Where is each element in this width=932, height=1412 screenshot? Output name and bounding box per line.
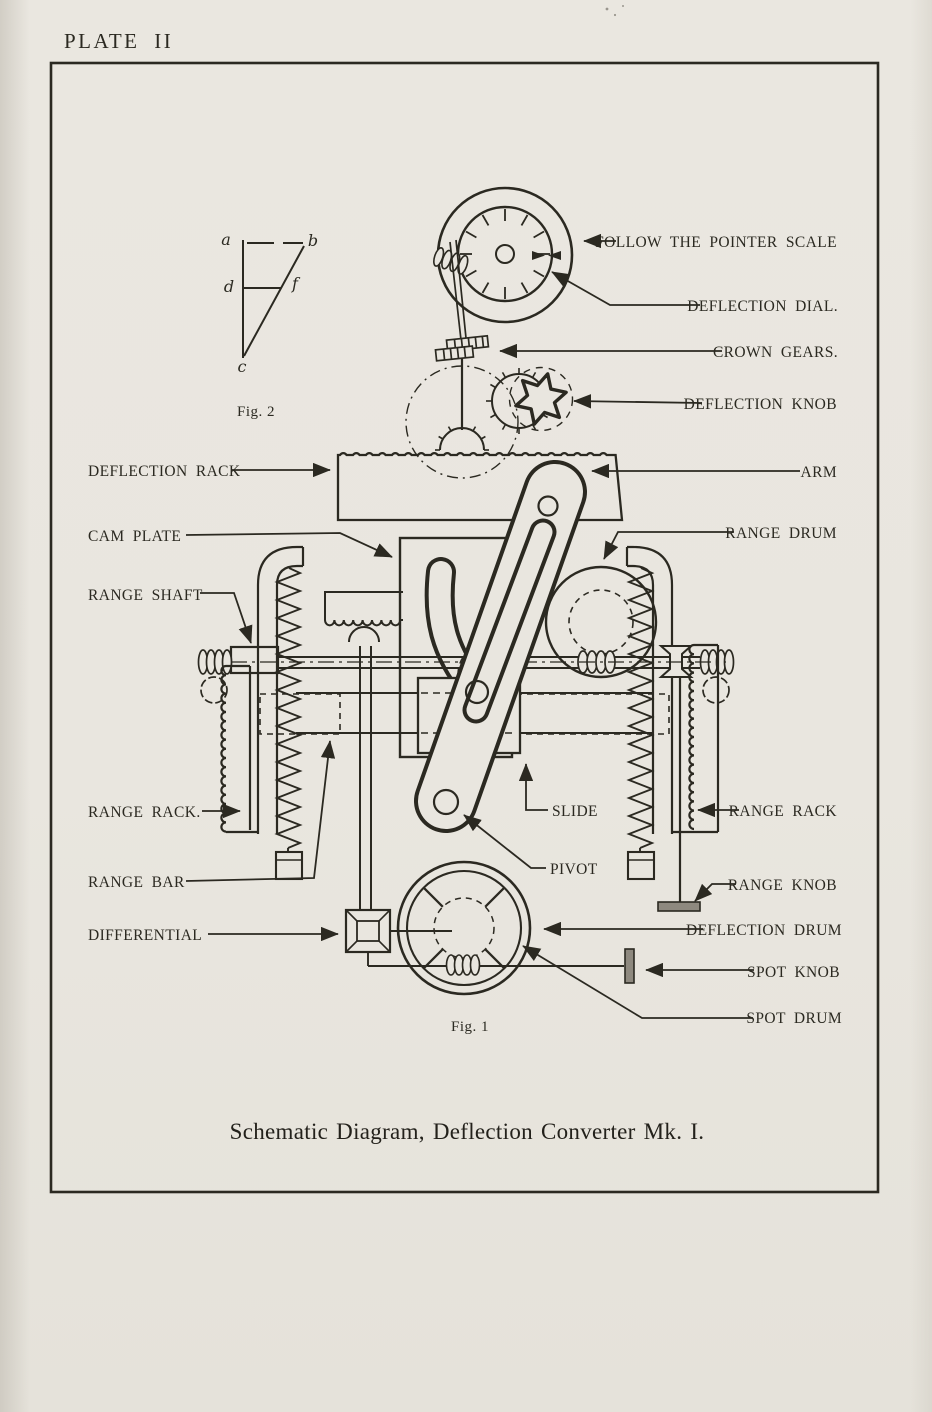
callout-label: ARM: [800, 464, 837, 481]
shaft-collar: [231, 647, 278, 673]
callout-range-drum: [604, 525, 837, 559]
callout-crown-gears: [500, 344, 838, 361]
callout-pivot: [464, 815, 598, 878]
vertex-b: b: [307, 231, 319, 250]
differential: [346, 910, 390, 952]
range-knob: [658, 677, 700, 911]
scan-specks: [606, 5, 624, 16]
right-spring: [628, 568, 654, 879]
callout-slide: [526, 764, 598, 820]
left-spring-weight: [276, 852, 302, 879]
callout-deflection-rack: [88, 463, 330, 480]
vertex-f: f: [292, 274, 298, 293]
pointer-index-arrows: [532, 251, 561, 260]
callout-label: DIFFERENTIAL: [88, 927, 203, 944]
fig2-vertex-labels: [221, 230, 318, 376]
callout-label: FOLLOW THE POINTER SCALE: [595, 234, 837, 251]
callout-label: RANGE DRUM: [725, 525, 837, 542]
callout-range-shaft: [88, 587, 251, 643]
callout-label: RANGE BAR: [88, 874, 185, 891]
right-spring-weight: [628, 852, 654, 879]
callout-label: CAM PLATE: [88, 528, 182, 545]
callout-label: CROWN GEARS.: [712, 344, 838, 361]
plate-caption: Schematic Diagram, Deflection Converter Mk. I.: [229, 1119, 705, 1144]
star-knob: [516, 374, 566, 424]
rod-pinion: [349, 627, 379, 642]
left-rack-teeth: [221, 666, 250, 832]
rack-pinion: [435, 423, 489, 450]
deflection-drum: [398, 862, 530, 994]
vertex-a: a: [221, 230, 231, 249]
fig2-triangle: [243, 240, 304, 358]
left-worm-gear: [199, 650, 232, 703]
callout-label: RANGE SHAFT: [88, 587, 203, 604]
deflection-drum-worm: [447, 955, 480, 975]
callout-deflection-dial: [552, 272, 838, 315]
callout-range-rack-left: [88, 804, 240, 821]
deflection-knob-gear: [486, 368, 573, 435]
callout-deflection-drum: [544, 922, 842, 939]
callout-label: DEFLECTION DRUM: [686, 922, 842, 939]
middle-rack: [325, 592, 403, 910]
callout-label: SPOT KNOB: [746, 964, 840, 981]
callout-deflection-knob: [574, 396, 837, 413]
callout-label: RANGE RACK: [728, 803, 837, 820]
callout-differential: [88, 927, 338, 944]
callout-spot-drum: [523, 946, 842, 1027]
callout-follow-the-pointer-scale: [584, 234, 837, 251]
callout-label: RANGE KNOB: [727, 877, 837, 894]
callout-spot-knob: [646, 964, 840, 981]
spot-drum: [434, 898, 494, 958]
spot-knob: [625, 949, 634, 983]
vertex-d: d: [223, 277, 235, 296]
plate-title: PLATE II: [64, 29, 174, 53]
callout-label: DEFLECTION RACK: [88, 463, 241, 480]
callout-arm: [592, 464, 837, 481]
callout-label: RANGE RACK.: [88, 804, 201, 821]
callout-cam-plate: [88, 528, 392, 557]
callout-label: DEFLECTION KNOB: [683, 396, 837, 413]
fig2-caption: Fig. 2: [237, 404, 276, 420]
vertex-c: c: [237, 357, 247, 376]
left-spring: [276, 568, 302, 879]
fig1-caption: Fig. 1: [450, 1019, 490, 1035]
deflection-dial: [432, 188, 572, 322]
crown-gears: [435, 336, 488, 361]
callout-range-knob: [695, 877, 837, 901]
left-range-rack-assembly: [221, 547, 303, 834]
callout-label: SPOT DRUM: [746, 1010, 842, 1027]
right-range-rack-assembly: [627, 547, 718, 834]
callout-label: DEFLECTION DIAL.: [687, 298, 838, 315]
callout-label: PIVOT: [550, 861, 598, 878]
callout-label: SLIDE: [552, 803, 598, 820]
